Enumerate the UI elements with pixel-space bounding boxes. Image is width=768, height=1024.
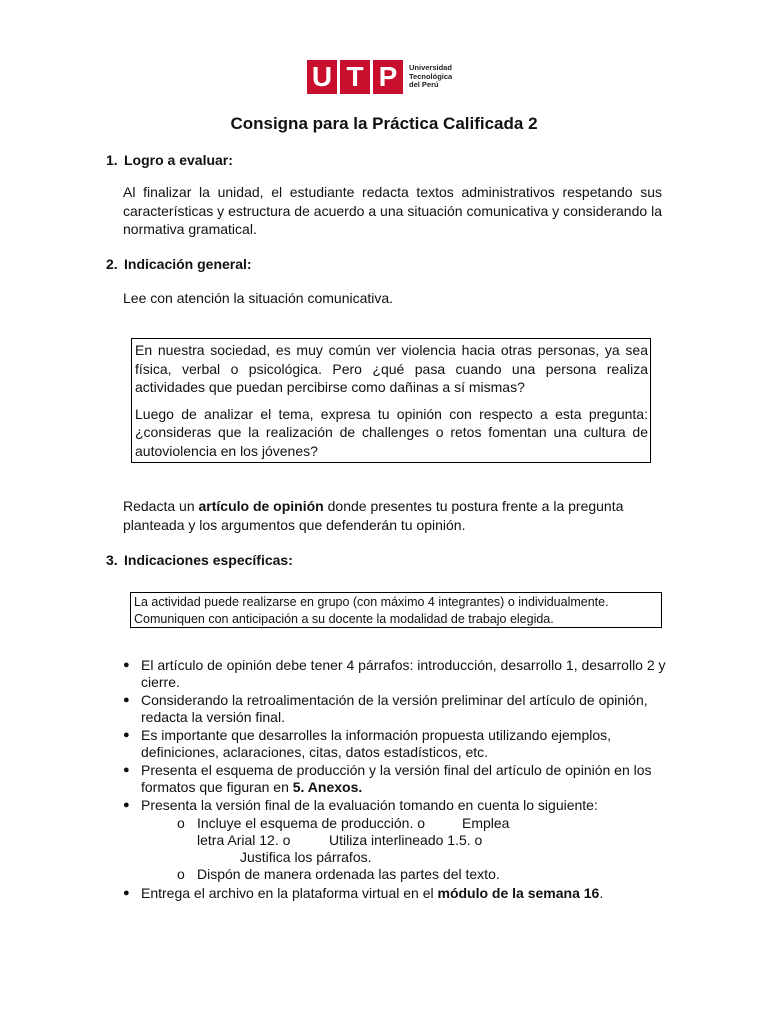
bullet-icon: ● <box>123 799 130 811</box>
bullet-icon: ● <box>123 764 130 776</box>
utp-logo <box>307 60 452 94</box>
section-1-body: Al finalizar la unidad, el estudiante redacta textos administrativos respetando sus características y estructura de acuerdo a una situación comunicativa y considerando la normativa gramatical. <box>123 184 662 237</box>
modality-box: La actividad puede realizarse en grupo (con máximo 4 integrantes) o individualmente. Comuniquen con anticipación a su docente la modalidad de trabajo elegida. <box>130 592 662 628</box>
logo-wordmark: Universidad Tecnológica del Perú <box>409 63 453 90</box>
situation-paragraph-2: Luego de analizar el tema, expresa tu opinión con respecto a esta pregunta: ¿consideras que la realización de challenges o retos fomentan una cultura de autoviolencia en los jóvenes? <box>135 405 648 459</box>
sub-item-1b: Emplea <box>462 815 510 831</box>
section-2-instruction: Redacta un artículo de opinión donde presentes tu postura frente a la pregunta planteada y los argumentos que defenderán tu opinión. <box>123 498 624 533</box>
situation-box <box>131 338 651 463</box>
logo-letter-u: U <box>307 60 337 94</box>
document-title: Consigna para la Práctica Calificada 2 <box>230 114 538 133</box>
sub-marker: o <box>177 866 185 882</box>
bullet-icon: ● <box>123 694 130 706</box>
sub-item-2a: letra Arial 12. o <box>197 832 291 848</box>
bullet-icon: ● <box>123 887 130 899</box>
list-item: ● El artículo de opinión debe tener 4 párrafos: introducción, desarrollo 1, desarrollo 2 y cierre. <box>123 657 666 690</box>
list-item: ● Es importante que desarrolles la información propuesta utilizando ejemplos, definiciones, aclaraciones, citas, datos estadísticos, etc. <box>123 727 612 760</box>
bullet-icon: ● <box>123 729 130 741</box>
bullet-icon: ● <box>123 659 130 671</box>
situation-paragraph-1: En nuestra sociedad, es muy común ver violencia hacia otras personas, ya sea física, verbal o psicológica. Pero ¿qué pasa cuando una persona realiza actividades que puedan percibirse como dañinas a sí mismas? <box>135 342 648 395</box>
list-item: ● Presenta la versión final de la evaluación tomando en cuenta lo siguiente: <box>123 797 598 813</box>
sub-item-2b: Utiliza interlineado 1.5. o <box>329 832 483 848</box>
sub-item-4: Dispón de manera ordenada las partes del texto. <box>197 866 500 882</box>
list-item: ● Entrega el archivo en la plataforma virtual en el módulo de la semana 16. <box>123 885 604 901</box>
list-item: ● Presenta el esquema de producción y la versión final del artículo de opinión en los formatos que figuran en 5. Anexos. <box>123 762 652 795</box>
list-item: ● Considerando la retroalimentación de la versión preliminar del artículo de opinión, redacta la versión final. <box>123 692 648 725</box>
sub-marker: o <box>177 815 185 831</box>
sub-item-3: Justifica los párrafos. <box>240 849 372 865</box>
section-2-heading: 2. Indicación general: <box>106 256 252 272</box>
logo-letter-p: P <box>373 60 403 94</box>
sub-item-1a: Incluye el esquema de producción. o <box>197 815 426 831</box>
section-3-heading: 3. Indicaciones específicas: <box>106 552 293 568</box>
logo-letter-t: T <box>340 60 370 94</box>
section-2-intro: Lee con atención la situación comunicativa. <box>123 290 394 306</box>
section-1-heading: 1. Logro a evaluar: <box>106 152 233 168</box>
